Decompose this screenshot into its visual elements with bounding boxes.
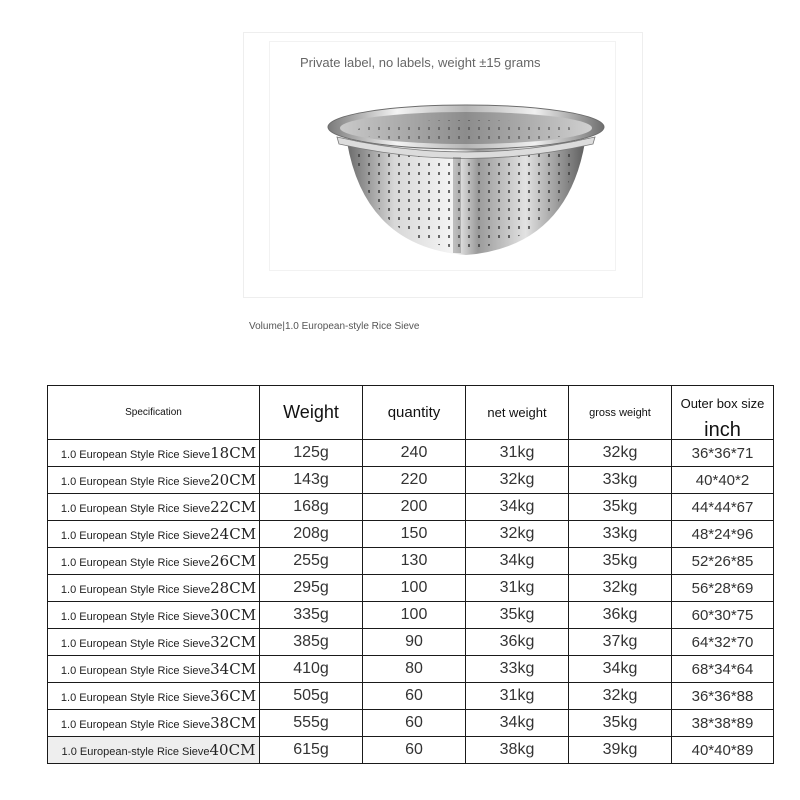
cell-outer-box-size: 52*26*85	[672, 548, 774, 575]
cell-weight: 143g	[260, 467, 363, 494]
header-outer-box-size	[672, 386, 774, 440]
cell-net-weight: 34kg	[466, 548, 569, 575]
cell-specification	[48, 440, 260, 467]
product-photo	[269, 41, 616, 271]
cell-net-weight: 31kg	[466, 683, 569, 710]
table-row	[48, 521, 774, 548]
header-outer-box-unit: inch	[704, 419, 741, 440]
product-name: 1.0 European Style Rice Sieve	[60, 584, 211, 596]
table-row	[48, 737, 774, 764]
cell-outer-box-size: 36*36*88	[672, 683, 774, 710]
table-row	[48, 710, 774, 737]
header-net-weight: net weight	[466, 386, 569, 440]
cell-gross-weight: 35kg	[569, 710, 672, 737]
cell-outer-box-size: 36*36*71	[672, 440, 774, 467]
cell-net-weight: 36kg	[466, 629, 569, 656]
cell-outer-box-size: 68*34*64	[672, 656, 774, 683]
product-name: 1.0 European Style Rice Sieve	[60, 692, 211, 704]
product-size: 26CM	[210, 552, 257, 570]
cell-weight: 208g	[260, 521, 363, 548]
product-size: 20CM	[210, 471, 257, 489]
cell-quantity: 100	[363, 575, 466, 602]
cell-quantity: 150	[363, 521, 466, 548]
cell-net-weight: 33kg	[466, 656, 569, 683]
cell-gross-weight: 34kg	[569, 656, 672, 683]
photo-caption: Private label, no labels, weight ±15 grams	[300, 55, 541, 70]
cell-gross-weight: 35kg	[569, 494, 672, 521]
product-size: 30CM	[210, 606, 257, 624]
product-size: 36CM	[210, 687, 257, 705]
cell-outer-box-size: 48*24*96	[672, 521, 774, 548]
cell-specification	[48, 737, 260, 764]
cell-net-weight: 35kg	[466, 602, 569, 629]
cell-specification	[48, 521, 260, 548]
table-row	[48, 602, 774, 629]
cell-net-weight: 38kg	[466, 737, 569, 764]
header-specification: Specification	[48, 386, 260, 440]
cell-specification	[48, 683, 260, 710]
product-size: 24CM	[210, 525, 257, 543]
cell-gross-weight: 32kg	[569, 440, 672, 467]
cell-outer-box-size: 40*40*2	[672, 467, 774, 494]
volume-note: Volume|1.0 European-style Rice Sieve	[249, 321, 420, 332]
cell-quantity: 80	[363, 656, 466, 683]
cell-net-weight: 34kg	[466, 710, 569, 737]
table-row	[48, 683, 774, 710]
cell-quantity: 60	[363, 683, 466, 710]
cell-net-weight: 34kg	[466, 494, 569, 521]
cell-quantity: 220	[363, 467, 466, 494]
cell-specification	[48, 467, 260, 494]
cell-outer-box-size: 60*30*75	[672, 602, 774, 629]
cell-outer-box-size: 56*28*69	[672, 575, 774, 602]
product-name: 1.0 European Style Rice Sieve	[60, 476, 211, 488]
cell-specification	[48, 656, 260, 683]
table-row	[48, 548, 774, 575]
cell-weight: 295g	[260, 575, 363, 602]
cell-gross-weight: 36kg	[569, 602, 672, 629]
product-size: 18CM	[210, 444, 257, 462]
header-gross-weight: gross weight	[569, 386, 672, 440]
cell-outer-box-size: 40*40*89	[672, 737, 774, 764]
product-name: 1.0 European Style Rice Sieve	[60, 719, 211, 731]
cell-net-weight: 31kg	[466, 440, 569, 467]
cell-quantity: 60	[363, 737, 466, 764]
product-size: 22CM	[210, 498, 257, 516]
header-outer-box-label: Outer box size	[680, 396, 765, 411]
product-size: 40CM	[209, 741, 256, 759]
product-size: 32CM	[210, 633, 257, 651]
cell-outer-box-size: 64*32*70	[672, 629, 774, 656]
cell-outer-box-size: 38*38*89	[672, 710, 774, 737]
product-size: 38CM	[210, 714, 257, 732]
cell-weight: 505g	[260, 683, 363, 710]
header-quantity: quantity	[363, 386, 466, 440]
cell-gross-weight: 33kg	[569, 467, 672, 494]
rice-sieve-image	[325, 97, 607, 272]
product-size: 34CM	[210, 660, 257, 678]
cell-quantity: 200	[363, 494, 466, 521]
cell-specification	[48, 548, 260, 575]
cell-weight: 335g	[260, 602, 363, 629]
table-row	[48, 575, 774, 602]
specification-table	[47, 385, 774, 764]
cell-quantity: 130	[363, 548, 466, 575]
product-name: 1.0 European Style Rice Sieve	[60, 665, 211, 677]
cell-quantity: 60	[363, 710, 466, 737]
cell-gross-weight: 35kg	[569, 548, 672, 575]
cell-gross-weight: 32kg	[569, 575, 672, 602]
cell-weight: 168g	[260, 494, 363, 521]
cell-net-weight: 31kg	[466, 575, 569, 602]
cell-weight: 385g	[260, 629, 363, 656]
product-name: 1.0 European Style Rice Sieve	[60, 557, 211, 569]
cell-weight: 555g	[260, 710, 363, 737]
cell-quantity: 90	[363, 629, 466, 656]
cell-gross-weight: 37kg	[569, 629, 672, 656]
product-name: 1.0 European Style Rice Sieve	[60, 503, 211, 515]
product-name: 1.0 European Style Rice Sieve	[60, 449, 211, 461]
cell-weight: 410g	[260, 656, 363, 683]
cell-outer-box-size: 44*44*67	[672, 494, 774, 521]
cell-gross-weight: 33kg	[569, 521, 672, 548]
cell-net-weight: 32kg	[466, 467, 569, 494]
table-row	[48, 656, 774, 683]
table-row	[48, 467, 774, 494]
product-size: 28CM	[210, 579, 257, 597]
cell-specification	[48, 575, 260, 602]
cell-weight: 615g	[260, 737, 363, 764]
cell-weight: 255g	[260, 548, 363, 575]
cell-specification	[48, 602, 260, 629]
cell-quantity: 240	[363, 440, 466, 467]
product-name: 1.0 European Style Rice Sieve	[60, 530, 211, 542]
cell-weight: 125g	[260, 440, 363, 467]
cell-specification	[48, 629, 260, 656]
header-weight: Weight	[260, 386, 363, 440]
table-header-row	[48, 386, 774, 440]
product-name: 1.0 European Style Rice Sieve	[60, 611, 211, 623]
cell-gross-weight: 32kg	[569, 683, 672, 710]
table-row	[48, 440, 774, 467]
table-row	[48, 629, 774, 656]
table-row	[48, 494, 774, 521]
product-name: 1.0 European-style Rice Sieve	[61, 746, 210, 758]
cell-net-weight: 32kg	[466, 521, 569, 548]
product-name: 1.0 European Style Rice Sieve	[60, 638, 211, 650]
cell-quantity: 100	[363, 602, 466, 629]
cell-specification	[48, 710, 260, 737]
cell-gross-weight: 39kg	[569, 737, 672, 764]
cell-specification	[48, 494, 260, 521]
product-photo-frame	[243, 32, 643, 298]
